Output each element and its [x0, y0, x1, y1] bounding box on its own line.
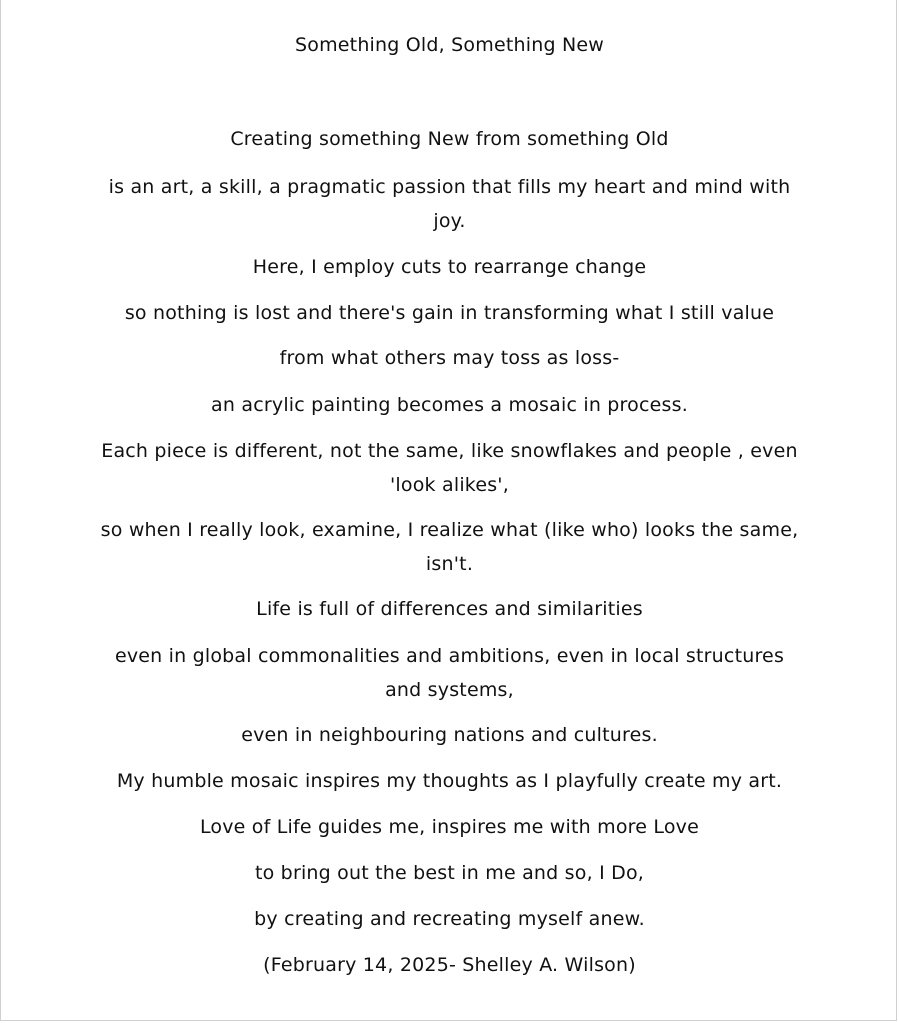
- poem-line: so when I really look, examine, I realize what (like who) looks the same, isn't.: [100, 519, 799, 575]
- poem-line: even in neighbouring nations and cultures.: [241, 724, 658, 746]
- poem-title: Something Old, Something New: [294, 34, 604, 56]
- poem-line: even in global commonalities and ambitions, even in local structures and systems,: [114, 645, 785, 701]
- poem-line: My humble mosaic inspires my thoughts as I playfully create my art.: [116, 770, 783, 792]
- poem-line: Here, I employ cuts to rearrange change: [252, 256, 647, 278]
- poem-line: an acrylic painting becomes a mosaic in process.: [211, 394, 688, 416]
- poem-line: Each piece is different, not the same, like snowflakes and people , even 'look alikes',: [101, 440, 798, 496]
- poem-line: by creating and recreating myself anew.: [254, 908, 645, 930]
- poem-line: so nothing is lost and there's gain in transforming what I still value: [124, 302, 775, 324]
- poem-line: is an art, a skill, a pragmatic passion that fills my heart and mind with joy.: [108, 176, 791, 232]
- poem-line: Love of Life guides me, inspires me with more Love: [199, 816, 700, 838]
- poem-signature: (February 14, 2025- Shelley A. Wilson): [263, 954, 636, 976]
- poem-line: to bring out the best in me and so, I Do,: [254, 862, 645, 884]
- poem-line: from what others may toss as loss-: [279, 347, 620, 369]
- poem-line: Life is full of differences and similarities: [256, 598, 643, 620]
- poem-line: Creating something New from something Old: [230, 128, 669, 150]
